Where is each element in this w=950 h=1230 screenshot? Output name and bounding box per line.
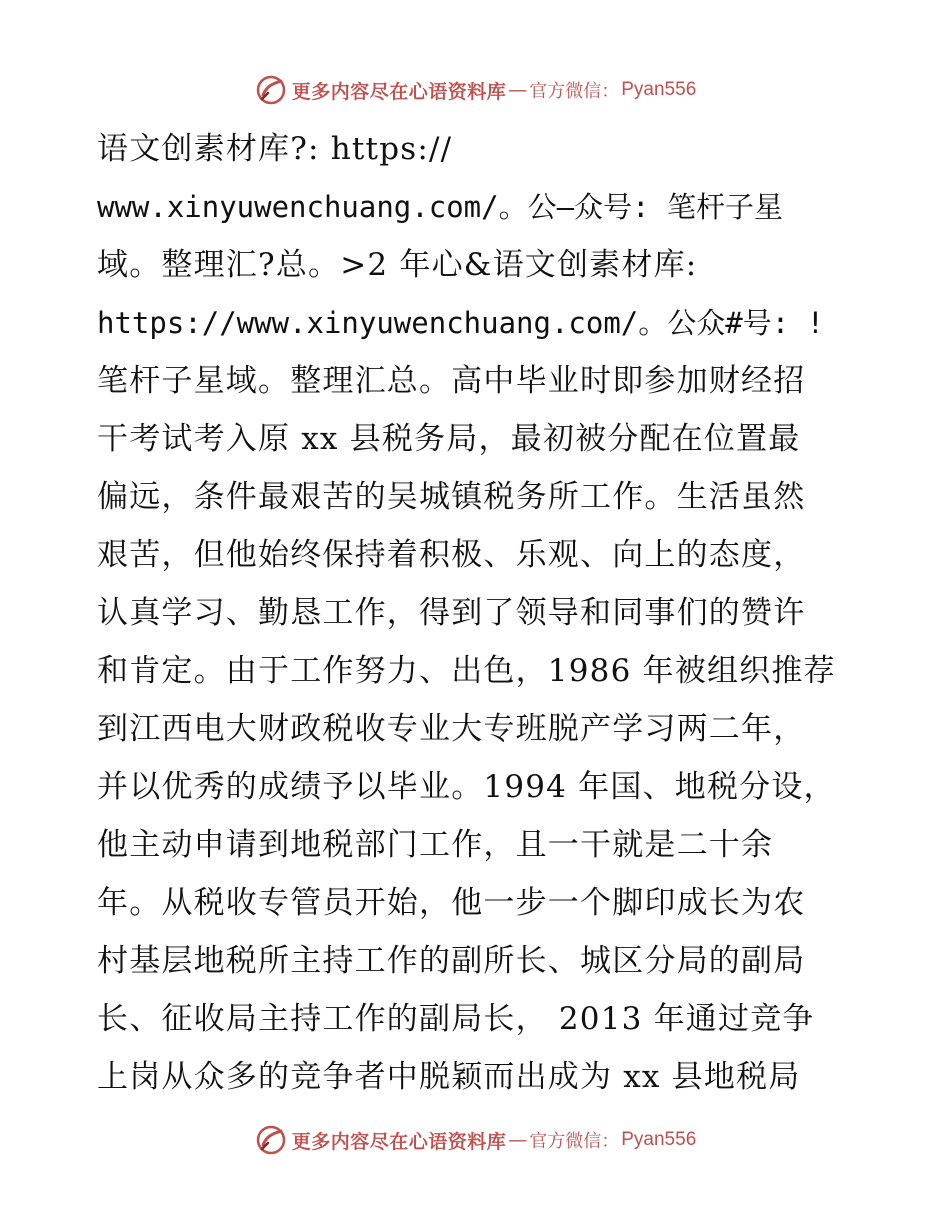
footer-banner bbox=[0, 1120, 950, 1160]
body-line: 认真学习、勤恳工作，得到了领导和同事们的赞许 bbox=[97, 595, 806, 631]
body-line: 偏远，条件最艰苦的吴城镇税务所工作。生活虽然 bbox=[97, 479, 806, 515]
body-line: www.xinyuwenchuang.com/。公—众号: 笔杆子星 bbox=[97, 190, 783, 224]
header-separator: — bbox=[508, 79, 528, 101]
footer-wechat-id: Pyan556 bbox=[621, 1129, 697, 1150]
body-line: 上岗从众多的竞争者中脱颖而出成为 xx 县地税局 bbox=[97, 1059, 801, 1095]
body-line: 语文创素材库?: https:// bbox=[97, 131, 453, 167]
footer-brand-text: 更多内容尽在心语资料库 bbox=[291, 1130, 507, 1153]
footer-separator: — bbox=[508, 1129, 528, 1151]
pen-logo-icon bbox=[254, 1123, 288, 1157]
header-brand-text: 更多内容尽在心语资料库 bbox=[291, 80, 507, 103]
body-line: 年。从税收专管员开始，他一步一个脚印成长为农 bbox=[97, 885, 806, 921]
footer-official-label: 官方微信： bbox=[529, 1131, 620, 1152]
body-line: 到江西电大财政税收专业大专班脱产学习两二年， bbox=[97, 711, 806, 747]
header-official-label: 官方微信： bbox=[529, 81, 620, 102]
header-banner bbox=[0, 70, 950, 110]
body-line: https://www.xinyuwenchuang.com/。公众#号: ! bbox=[97, 306, 825, 340]
body-line: 长、征收局主持工作的副局长， 2013 年通过竞争 bbox=[97, 1001, 815, 1037]
body-line: 村基层地税所主持工作的副所长、城区分局的副局 bbox=[97, 943, 806, 979]
document-body bbox=[97, 120, 867, 1106]
header-wechat-id: Pyan556 bbox=[621, 79, 697, 100]
body-line: 干考试考入原 xx 县税务局，最初被分配在位置最 bbox=[97, 421, 801, 457]
body-line: 笔杆子星域。整理汇总。高中毕业时即参加财经招 bbox=[97, 363, 806, 399]
pen-logo-icon bbox=[254, 73, 288, 107]
body-line: 并以优秀的成绩予以毕业。1994 年国、地税分设， bbox=[97, 769, 836, 805]
body-line: 域。整理汇?总。>2 年心&语文创素材库: bbox=[97, 247, 698, 283]
body-line: 他主动申请到地税部门工作，且一干就是二十余 bbox=[97, 827, 774, 863]
body-line: 和肯定。由于工作努力、出色，1986 年被组织推荐 bbox=[97, 653, 836, 689]
body-line: 艰苦，但他始终保持着积极、乐观、向上的态度， bbox=[97, 537, 806, 573]
